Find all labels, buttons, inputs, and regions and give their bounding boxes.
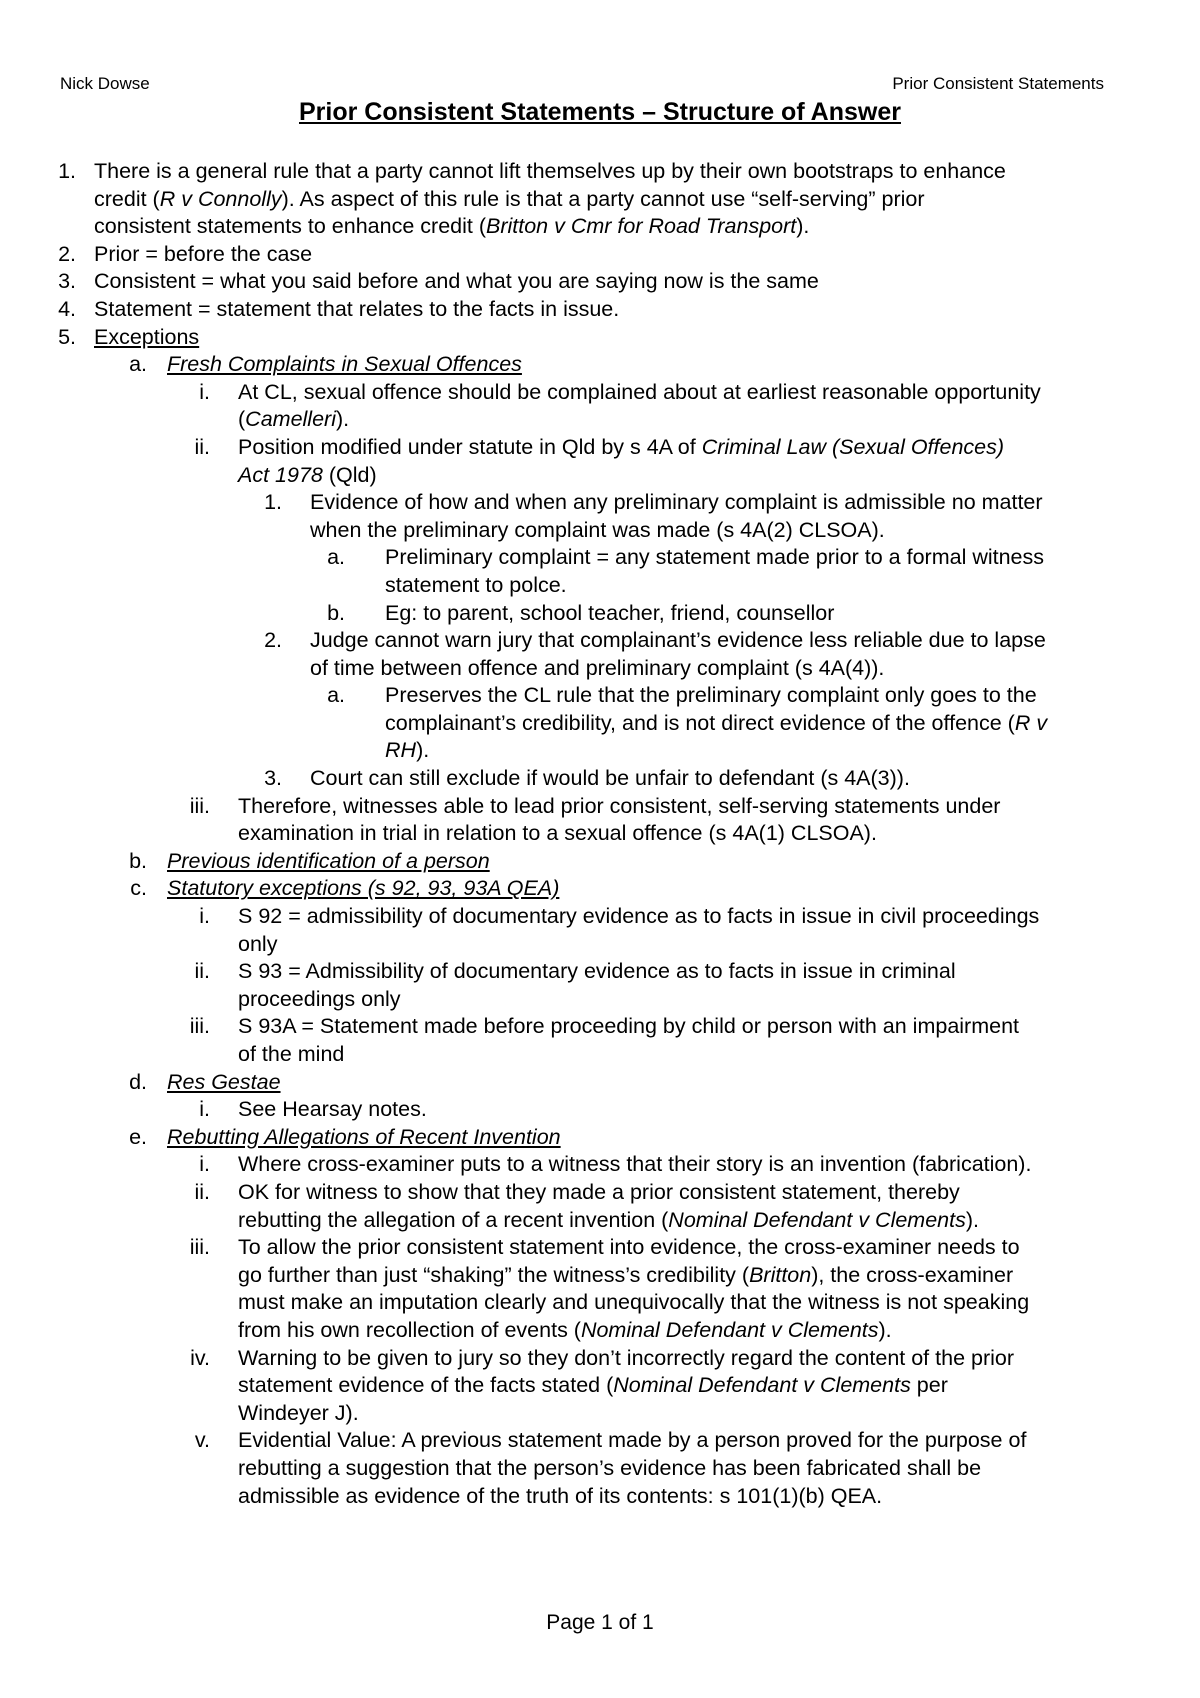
outline-line bbox=[0, 986, 1200, 1014]
list-marker: b. bbox=[129, 848, 147, 873]
line-text bbox=[238, 1151, 1031, 1179]
outline-line bbox=[0, 572, 1200, 600]
text-segment: Statement = statement that relates to the facts in issue. bbox=[94, 296, 620, 321]
list-marker: ii. bbox=[194, 434, 210, 459]
text-segment: Eg: to parent, school teacher, friend, counsellor bbox=[385, 600, 835, 625]
text-segment: examination in trial in relation to a sexual offence (s 4A(1) CLSOA). bbox=[238, 821, 877, 846]
outline-line bbox=[0, 268, 1200, 296]
list-marker: i. bbox=[199, 1152, 210, 1177]
outline-line bbox=[0, 1207, 1200, 1235]
outline-line bbox=[0, 1124, 1200, 1152]
outline-line bbox=[0, 1069, 1200, 1097]
line-text bbox=[94, 158, 1006, 186]
outline-line bbox=[0, 241, 1200, 269]
outline-line bbox=[0, 406, 1200, 434]
list-marker: 3. bbox=[58, 269, 76, 294]
line-text bbox=[310, 655, 884, 683]
outline-line bbox=[0, 1096, 1200, 1124]
text-segment: Therefore, witnesses able to lead prior consistent, self-serving statements under bbox=[238, 793, 1001, 818]
text-segment: admissible as evidence of the truth of its contents: s 101(1)(b) QEA. bbox=[238, 1483, 883, 1508]
header-topic: Prior Consistent Statements bbox=[892, 74, 1104, 93]
line-text bbox=[238, 1372, 948, 1400]
text-segment: statement evidence of the facts stated ( bbox=[238, 1373, 614, 1398]
line-text bbox=[167, 351, 522, 379]
line-text bbox=[94, 213, 809, 241]
text-segment: Where cross-examiner puts to a witness that their story is an invention (fabrication). bbox=[238, 1152, 1032, 1177]
text-segment: Preliminary complaint = any statement made prior to a formal witness bbox=[385, 545, 1045, 570]
text-segment: ). bbox=[965, 1207, 979, 1232]
outline-line bbox=[0, 462, 1200, 490]
text-segment: complainant’s credibility, and is not direct evidence of the offence ( bbox=[385, 710, 1015, 735]
list-marker: e. bbox=[129, 1124, 147, 1149]
line-text bbox=[310, 627, 1046, 655]
case-or-heading-text: Act 1978 bbox=[238, 462, 323, 487]
outline-line bbox=[0, 324, 1200, 352]
case-or-heading-text: Res Gestae bbox=[167, 1069, 281, 1094]
case-or-heading-text: Camelleri bbox=[245, 407, 336, 432]
list-marker: iii. bbox=[189, 793, 210, 818]
line-text bbox=[238, 1041, 344, 1069]
case-or-heading-text: Nominal Defendant v Clements bbox=[613, 1373, 911, 1398]
page-number: Page 1 of 1 bbox=[546, 1611, 654, 1634]
line-text bbox=[238, 1207, 979, 1235]
line-text bbox=[310, 517, 885, 545]
line-text bbox=[238, 462, 377, 490]
case-or-heading-text: Rebutting Allegations of Recent Invention bbox=[167, 1124, 561, 1149]
text-segment: credit ( bbox=[94, 186, 160, 211]
text-segment: OK for witness to show that they made a prior consistent statement, thereby bbox=[238, 1179, 960, 1204]
list-marker: 2. bbox=[58, 241, 76, 266]
list-marker: 4. bbox=[58, 296, 76, 321]
line-text bbox=[167, 848, 490, 876]
case-or-heading-text: R v Connolly bbox=[159, 186, 282, 211]
case-or-heading-text: R v bbox=[1014, 710, 1048, 735]
text-segment: Consistent = what you said before and what you are saying now is the same bbox=[94, 269, 819, 294]
header-author: Nick Dowse bbox=[60, 74, 150, 93]
text-segment: Position modified under statute in Qld by s 4A of bbox=[238, 434, 702, 459]
list-marker: 1. bbox=[58, 159, 76, 183]
outline-line bbox=[0, 434, 1200, 462]
outline-line bbox=[0, 351, 1200, 379]
document-title: Prior Consistent Statements – Structure of Answer bbox=[299, 98, 901, 126]
text-segment: ( bbox=[238, 407, 246, 432]
outline-line bbox=[0, 875, 1200, 903]
text-segment: S 93 = Admissibility of documentary evidence as to facts in issue in criminal bbox=[238, 959, 956, 984]
line-text bbox=[167, 1069, 281, 1097]
line-text bbox=[238, 1179, 960, 1207]
list-marker: ii. bbox=[194, 959, 210, 984]
line-text bbox=[94, 268, 819, 296]
outline-line bbox=[0, 379, 1200, 407]
text-segment: ), the cross-examiner bbox=[811, 1262, 1014, 1287]
text-segment: Exceptions bbox=[94, 324, 200, 349]
outline-line bbox=[0, 903, 1200, 931]
line-text bbox=[238, 379, 1041, 407]
text-segment: per bbox=[910, 1373, 948, 1398]
outline-line bbox=[0, 517, 1200, 545]
list-marker: i. bbox=[199, 904, 210, 929]
list-marker: i. bbox=[199, 1097, 210, 1122]
text-segment: Windeyer J). bbox=[238, 1400, 359, 1425]
outline-line bbox=[0, 1041, 1200, 1069]
line-text bbox=[238, 1345, 1014, 1373]
list-marker: iii. bbox=[189, 1014, 210, 1039]
outline-line bbox=[0, 600, 1200, 628]
line-text bbox=[238, 406, 349, 434]
text-segment: must make an imputation clearly and unequivocally that the witness is not speaking bbox=[238, 1290, 1030, 1315]
outline-line bbox=[0, 765, 1200, 793]
line-text bbox=[238, 434, 1004, 462]
outline-line bbox=[0, 848, 1200, 876]
list-marker: 3. bbox=[264, 766, 282, 791]
text-segment: proceedings only bbox=[238, 986, 401, 1011]
list-marker: iii. bbox=[189, 1235, 210, 1260]
outline-line bbox=[0, 213, 1200, 241]
list-marker: iv. bbox=[190, 1345, 210, 1370]
text-segment: (Qld) bbox=[322, 462, 377, 487]
line-text bbox=[385, 682, 1037, 710]
text-segment: Preserves the CL rule that the preliminary complaint only goes to the bbox=[385, 683, 1037, 708]
text-segment: To allow the prior consistent statement into evidence, the cross-examiner needs to bbox=[238, 1235, 1020, 1260]
line-text bbox=[94, 324, 199, 352]
text-segment: S 93A = Statement made before proceeding by child or person with an impairment bbox=[238, 1014, 1020, 1039]
outline-line bbox=[0, 655, 1200, 683]
line-text bbox=[238, 1234, 1020, 1262]
text-segment: ). bbox=[335, 407, 350, 432]
line-text bbox=[385, 600, 834, 628]
line-text bbox=[94, 186, 925, 214]
line-text bbox=[385, 710, 1047, 738]
line-text bbox=[238, 1262, 1013, 1290]
text-segment: ). bbox=[796, 214, 810, 239]
outline-line bbox=[0, 296, 1200, 324]
line-text bbox=[238, 1400, 359, 1428]
outline-line bbox=[0, 1179, 1200, 1207]
list-marker: a. bbox=[129, 352, 147, 377]
text-segment: ). bbox=[416, 738, 430, 763]
case-or-heading-text: Nominal Defendant v Clements bbox=[580, 1317, 879, 1342]
text-segment: Court can still exclude if would be unfair to defendant (s 4A(3)). bbox=[310, 766, 910, 791]
outline-line bbox=[0, 544, 1200, 572]
outline-line bbox=[0, 1483, 1200, 1511]
text-segment: rebutting a suggestion that the person’s evidence has been fabricated shall be bbox=[238, 1455, 982, 1480]
list-marker: a. bbox=[327, 683, 345, 708]
text-segment: when the preliminary complaint was made (s 4A(2) CLSOA). bbox=[310, 517, 885, 542]
text-segment: rebutting the allegation of a recent invention ( bbox=[238, 1207, 669, 1232]
case-or-heading-text: Criminal Law (Sexual Offences) bbox=[701, 434, 1005, 459]
line-text bbox=[385, 737, 429, 765]
line-text bbox=[238, 820, 877, 848]
list-marker: 5. bbox=[58, 324, 76, 349]
text-segment: go further than just “shaking” the witness’s credibility ( bbox=[238, 1262, 750, 1287]
outline-line bbox=[0, 186, 1200, 214]
line-text bbox=[310, 489, 1043, 517]
case-or-heading-text: Britton bbox=[749, 1262, 812, 1287]
text-segment: Warning to be given to jury so they don’t incorrectly regard the content of the prior bbox=[238, 1345, 1015, 1370]
text-segment: Evidence of how and when any preliminary complaint is admissible no matter bbox=[310, 490, 1043, 515]
case-or-heading-text: Britton v Cmr for Road Transport bbox=[486, 214, 797, 239]
line-text bbox=[238, 986, 401, 1014]
case-or-heading-text: Nominal Defendant v Clements bbox=[668, 1207, 966, 1232]
line-text bbox=[238, 793, 1000, 821]
text-segment: At CL, sexual offence should be complained about at earliest reasonable opportunity bbox=[238, 379, 1041, 404]
case-or-heading-text: Fresh Complaints in Sexual Offences bbox=[167, 352, 522, 377]
list-marker: i. bbox=[199, 379, 210, 404]
list-marker: a. bbox=[327, 545, 345, 570]
outline-line bbox=[0, 627, 1200, 655]
line-text bbox=[167, 1124, 561, 1152]
outline-line bbox=[0, 1289, 1200, 1317]
line-text bbox=[238, 1427, 1026, 1455]
document-body bbox=[0, 158, 1200, 1510]
outline-line bbox=[0, 1262, 1200, 1290]
outline-line bbox=[0, 1151, 1200, 1179]
outline-line bbox=[0, 710, 1200, 738]
line-text bbox=[385, 544, 1044, 572]
line-text bbox=[167, 875, 559, 903]
text-segment: Evidential Value: A previous statement made by a person proved for the purpose of bbox=[238, 1428, 1027, 1453]
outline-line bbox=[0, 1400, 1200, 1428]
text-segment: ). bbox=[878, 1317, 892, 1342]
case-or-heading-text: Previous identification of a person bbox=[167, 848, 490, 873]
line-text bbox=[238, 958, 956, 986]
line-text bbox=[238, 903, 1039, 931]
line-text bbox=[310, 765, 910, 793]
line-text bbox=[94, 296, 619, 324]
case-or-heading-text: Statutory exceptions (s 92, 93, 93A QEA) bbox=[167, 876, 560, 901]
text-segment: of time between offence and preliminary complaint (s 4A(4)). bbox=[310, 655, 885, 680]
line-text bbox=[238, 1096, 427, 1124]
list-marker: ii. bbox=[194, 1179, 210, 1204]
line-text bbox=[94, 241, 312, 269]
list-marker: 1. bbox=[264, 490, 282, 515]
outline-line bbox=[0, 682, 1200, 710]
outline-line bbox=[0, 958, 1200, 986]
line-text bbox=[238, 1483, 882, 1511]
outline-line bbox=[0, 158, 1200, 186]
text-segment: from his own recollection of events ( bbox=[238, 1317, 581, 1342]
line-text bbox=[238, 1317, 892, 1345]
outline-line bbox=[0, 1013, 1200, 1041]
text-segment: consistent statements to enhance credit ( bbox=[94, 214, 486, 239]
line-text bbox=[238, 1455, 981, 1483]
text-segment: statement to polce. bbox=[385, 572, 567, 597]
outline-line bbox=[0, 489, 1200, 517]
outline-line bbox=[0, 1345, 1200, 1373]
text-segment: ). As aspect of this rule is that a party cannot use “self-serving” prior bbox=[281, 186, 925, 211]
line-text bbox=[238, 931, 277, 959]
outline-line bbox=[0, 1427, 1200, 1455]
text-segment: S 92 = admissibility of documentary evidence as to facts in issue in civil proceedings bbox=[238, 904, 1040, 929]
text-segment: only bbox=[238, 931, 278, 956]
list-marker: v. bbox=[194, 1428, 210, 1453]
outline-line bbox=[0, 793, 1200, 821]
text-segment: of the mind bbox=[238, 1042, 345, 1066]
list-marker: c. bbox=[130, 876, 147, 901]
list-marker: d. bbox=[129, 1069, 147, 1094]
case-or-heading-text: RH bbox=[385, 738, 417, 763]
outline-line bbox=[0, 1317, 1200, 1345]
outline-line bbox=[0, 1372, 1200, 1400]
outline-line bbox=[0, 1455, 1200, 1483]
line-text bbox=[385, 572, 567, 600]
text-segment: There is a general rule that a party cannot lift themselves up by their own bootstraps to enhance bbox=[94, 159, 1006, 183]
text-segment: See Hearsay notes. bbox=[238, 1097, 427, 1122]
line-text bbox=[238, 1013, 1019, 1041]
list-marker: 2. bbox=[264, 628, 282, 653]
outline-line bbox=[0, 1234, 1200, 1262]
outline-line bbox=[0, 931, 1200, 959]
list-marker: b. bbox=[327, 600, 345, 625]
line-text bbox=[238, 1289, 1029, 1317]
outline-line bbox=[0, 737, 1200, 765]
text-segment: Judge cannot warn jury that complainant’s evidence less reliable due to lapse bbox=[310, 628, 1046, 653]
outline-line bbox=[0, 820, 1200, 848]
text-segment: Prior = before the case bbox=[94, 241, 313, 266]
